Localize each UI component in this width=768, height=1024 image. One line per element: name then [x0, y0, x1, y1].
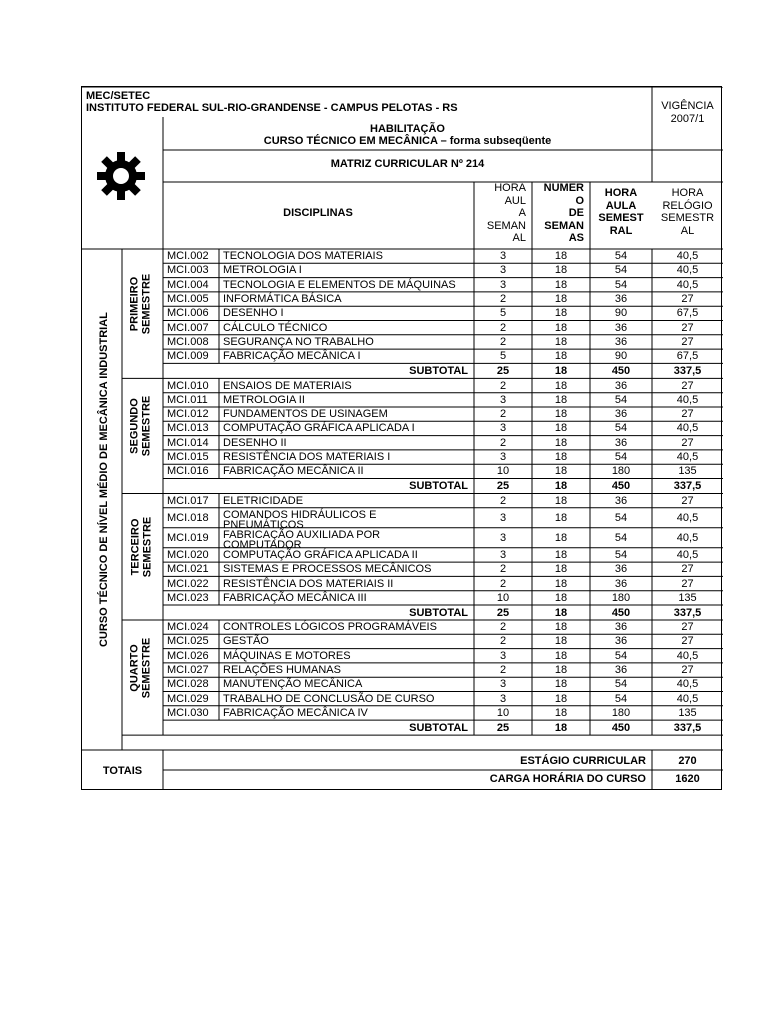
carga-horaria-label: CARGA HORÁRIA DO CURSO [489, 773, 646, 785]
hora-aula-semestral-value: 36 [614, 436, 628, 449]
hora-relogio-value: 27 [681, 621, 694, 634]
subtotal-label: SUBTOTAL [409, 721, 468, 734]
course-code: MCI.029 [167, 692, 209, 705]
discipline-name: FABRICAÇÃO AUXILIADA POR [223, 528, 381, 541]
hora-aula-semanal-value: 2 [499, 436, 507, 449]
hdr-ns-line: O [575, 194, 584, 207]
hora-relogio-value: 40,5 [676, 548, 699, 561]
numero-semanas-value: 18 [554, 577, 568, 590]
hora-aula-semanal-value: 5 [499, 307, 507, 320]
numero-semanas-value: 18 [554, 379, 568, 392]
hora-relogio-value: 67,5 [676, 307, 699, 320]
hora-aula-semestral-value: 54 [614, 692, 628, 705]
hora-relogio-value: 27 [681, 408, 694, 421]
semester-label-line: SEMESTRE [141, 516, 153, 578]
hora-aula-semanal-value: 2 [499, 379, 507, 392]
hora-aula-semestral-value: 180 [611, 465, 631, 478]
hora-aula-semanal-value: 2 [499, 563, 507, 576]
numero-semanas-value: 18 [554, 307, 568, 320]
subtotal-label: SUBTOTAL [409, 606, 468, 619]
hdr-hr-line: AL [680, 224, 695, 237]
hora-aula-semestral-value: 36 [614, 577, 628, 590]
hdr-ns-line: DE [568, 207, 584, 219]
subtotal-hora-aula-semanal: 25 [496, 480, 510, 492]
hora-aula-semestral-value: 36 [614, 408, 628, 421]
hora-aula-semanal-value: 3 [499, 531, 507, 544]
subtotal-hora-relogio: 337,5 [673, 364, 702, 377]
hora-aula-semestral-value: 36 [614, 379, 628, 392]
numero-semanas-value: 18 [554, 692, 568, 705]
hora-aula-semestral-value: 36 [614, 321, 628, 334]
numero-semanas-value: 18 [554, 548, 568, 561]
org-name: MEC/SETEC [86, 90, 151, 102]
hora-aula-semanal-value: 2 [499, 494, 507, 507]
discipline-name: FABRICAÇÃO MECÂNICA II [223, 465, 364, 478]
hora-aula-semestral-value: 54 [614, 278, 628, 291]
totals-label: TOTAIS [102, 765, 143, 777]
course-code: MCI.025 [167, 635, 209, 648]
numero-semanas-value: 18 [554, 350, 568, 363]
hora-relogio-value: 27 [681, 577, 694, 590]
vigencia-value: 2007/1 [670, 113, 705, 125]
discipline-name: DESENHO I [223, 307, 284, 320]
hora-aula-semanal-value: 3 [499, 393, 507, 406]
subtotal-numero-semanas: 18 [554, 721, 568, 734]
discipline-name: MANUTENÇÃO MECÂNICA [223, 678, 363, 691]
hora-aula-semestral-value: 54 [614, 678, 628, 691]
hora-aula-semanal-value: 10 [496, 591, 510, 604]
hora-aula-semestral-value: 54 [614, 548, 628, 561]
hora-aula-semestral-value: 36 [614, 494, 628, 507]
carga-horaria-value: 1620 [675, 773, 700, 785]
numero-semanas-value: 18 [554, 408, 568, 421]
numero-semanas-value: 18 [554, 635, 568, 648]
numero-semanas-value: 18 [554, 264, 568, 277]
hora-aula-semanal-value: 3 [499, 278, 507, 291]
semester-label-line: PRIMEIRO [129, 276, 142, 331]
discipline-name: COMANDOS HIDRÁULICOS E [223, 508, 377, 521]
numero-semanas-value: 18 [554, 393, 568, 406]
hora-aula-semestral-value: 36 [614, 635, 628, 648]
course-code: MCI.014 [167, 436, 209, 449]
hdr-hr-line: RELÓGIO [662, 199, 713, 212]
course-code: MCI.020 [167, 548, 209, 561]
course-code: MCI.030 [167, 706, 209, 719]
numero-semanas-value: 18 [554, 250, 568, 263]
numero-semanas-value: 18 [554, 531, 568, 544]
course-code: MCI.016 [167, 465, 209, 478]
discipline-name: ELETRICIDADE [223, 494, 304, 507]
course-code: MCI.018 [167, 511, 209, 524]
discipline-name-cont: PNEUMÁTICOS [223, 518, 304, 531]
estagio-label: ESTÁGIO CURRICULAR [520, 755, 646, 767]
hora-aula-semestral-value: 36 [614, 335, 628, 348]
hora-aula-semanal-value: 2 [499, 664, 507, 677]
numero-semanas-value: 18 [554, 563, 568, 576]
hdr-has-line: A [518, 207, 526, 219]
semester-label-line: QUARTO [128, 643, 141, 692]
semester-label [129, 613, 155, 722]
numero-semanas-value: 18 [554, 494, 568, 507]
course-code: MCI.027 [167, 664, 209, 677]
discipline-name: CONTROLES LÓGICOS PROGRAMÁVEIS [223, 621, 437, 634]
semester-label-line: SEGUNDO [128, 398, 141, 454]
hora-aula-semestral-value: 36 [614, 664, 628, 677]
numero-semanas-value: 18 [554, 706, 568, 719]
course-code: MCI.007 [167, 321, 209, 334]
hora-aula-semanal-value: 3 [499, 250, 507, 263]
hora-relogio-value: 40,5 [676, 511, 699, 524]
hora-aula-semestral-value: 54 [614, 393, 628, 406]
discipline-name: RESISTÊNCIA DOS MATERIAIS II [223, 577, 394, 590]
discipline-name: FABRICAÇÃO MECÂNICA III [223, 591, 367, 604]
habilitacao-label: HABILITAÇÃO [370, 123, 445, 135]
course-code: MCI.024 [167, 621, 209, 634]
estagio-value: 270 [678, 755, 697, 767]
hora-relogio-value: 40,5 [676, 278, 699, 291]
subtotal-hora-aula-semanal: 25 [496, 364, 510, 377]
hdr-hss-line: HORA [604, 187, 638, 199]
semester-label-line: TERCEIRO [129, 518, 141, 576]
course-title-form: – forma subseqüente [437, 135, 552, 147]
hora-aula-semanal-value: 10 [496, 706, 510, 719]
hora-relogio-value: 27 [681, 335, 694, 348]
discipline-name: METROLOGIA I [223, 264, 302, 277]
hdr-hr-line: SEMESTR [660, 212, 715, 224]
course-code: MCI.012 [167, 408, 209, 421]
hora-aula-semestral-value: 180 [611, 706, 631, 719]
course-code: MCI.003 [167, 264, 209, 277]
hora-aula-semanal-value: 2 [499, 635, 507, 648]
hora-relogio-value: 27 [681, 635, 694, 648]
vigencia-label: VIGÊNCIA [661, 100, 714, 112]
hora-aula-semestral-value: 90 [614, 350, 628, 363]
subtotal-numero-semanas: 18 [554, 364, 568, 377]
curriculum-matrix-document [81, 86, 722, 790]
hora-aula-semanal-value: 3 [499, 548, 507, 561]
subtotal-hora-aula-semestral: 450 [611, 721, 631, 734]
course-code: MCI.021 [167, 563, 209, 576]
numero-semanas-value: 18 [554, 451, 568, 464]
discipline-name: RELAÇÕES HUMANAS [223, 664, 341, 677]
subtotal-hora-relogio: 337,5 [673, 480, 702, 492]
hora-relogio-value: 40,5 [676, 531, 699, 544]
course-code: MCI.015 [167, 451, 209, 464]
discipline-name: DESENHO II [223, 436, 287, 449]
hora-relogio-value: 135 [678, 465, 697, 478]
institute-name: INSTITUTO FEDERAL SUL-RIO-GRANDENSE - CAMPUS PELOTAS - RS [86, 102, 458, 114]
course-code: MCI.011 [167, 393, 208, 406]
discipline-name: TECNOLOGIA DOS MATERIAIS [223, 250, 383, 263]
hora-aula-semestral-value: 36 [614, 563, 628, 576]
numero-semanas-value: 18 [554, 678, 568, 691]
hora-relogio-value: 27 [681, 379, 694, 392]
subtotal-numero-semanas: 18 [554, 606, 568, 619]
discipline-name: COMPUTAÇÃO GRÁFICA APLICADA II [223, 548, 418, 561]
hdr-hss-line: RAL [609, 224, 633, 237]
subtotal-label: SUBTOTAL [409, 364, 468, 377]
hora-relogio-value: 40,5 [676, 422, 699, 435]
subtotal-hora-relogio: 337,5 [673, 606, 702, 619]
discipline-name: TRABALHO DE CONCLUSÃO DE CURSO [223, 692, 435, 705]
subtotal-label: SUBTOTAL [409, 480, 468, 492]
hora-aula-semestral-value: 54 [614, 531, 628, 544]
hdr-has-line: AUL [504, 194, 526, 207]
hora-relogio-value: 40,5 [676, 451, 699, 464]
discipline-name: METROLOGIA II [223, 393, 305, 406]
hora-aula-semestral-value: 54 [614, 264, 628, 277]
hora-relogio-value: 27 [681, 436, 694, 449]
hora-relogio-value: 40,5 [676, 692, 699, 705]
hora-aula-semestral-value: 36 [614, 293, 628, 306]
hora-aula-semanal-value: 3 [499, 692, 507, 705]
hora-relogio-value: 67,5 [676, 350, 699, 363]
hdr-has-line: AL [512, 232, 526, 244]
hora-relogio-value: 27 [681, 494, 694, 507]
semester-label [129, 242, 155, 365]
hdr-has-line: HORA [494, 182, 526, 194]
discipline-name: GESTÃO [223, 635, 269, 648]
discipline-name: SEGURANÇA NO TRABALHO [223, 335, 374, 348]
numero-semanas-value: 18 [554, 422, 568, 435]
hora-aula-semanal-value: 2 [499, 293, 507, 306]
hora-aula-semanal-value: 3 [499, 451, 507, 464]
subtotal-hora-aula-semestral: 450 [611, 480, 631, 492]
discipline-name: FUNDAMENTOS DE USINAGEM [223, 408, 388, 421]
semester-label-line: SEMESTRE [140, 395, 153, 457]
hora-aula-semestral-value: 90 [614, 307, 628, 320]
gear-icon [95, 150, 147, 202]
discipline-name: CÁLCULO TÉCNICO [223, 321, 328, 334]
hdr-hss-line: SEMEST [598, 212, 644, 224]
hora-aula-semestral-value: 36 [614, 621, 628, 634]
discipline-name: FABRICAÇÃO MECÂNICA IV [223, 706, 368, 719]
hora-relogio-value: 27 [681, 293, 694, 306]
numero-semanas-value: 18 [554, 293, 568, 306]
numero-semanas-value: 18 [554, 278, 568, 291]
course-code: MCI.013 [167, 422, 209, 435]
course-code: MCI.010 [167, 379, 209, 392]
hora-aula-semanal-value: 3 [499, 264, 507, 277]
hdr-ns-line: NUMER [543, 182, 584, 194]
numero-semanas-value: 18 [554, 465, 568, 478]
subtotal-numero-semanas: 18 [554, 480, 568, 492]
hora-aula-semestral-value: 54 [614, 451, 628, 464]
numero-semanas-value: 18 [554, 335, 568, 348]
hora-aula-semestral-value: 180 [611, 591, 631, 604]
hora-aula-semanal-value: 2 [499, 408, 507, 421]
hora-aula-semanal-value: 3 [499, 422, 507, 435]
subtotal-hora-relogio: 337,5 [673, 721, 702, 734]
hora-aula-semanal-value: 5 [499, 350, 507, 363]
hora-relogio-value: 27 [681, 664, 694, 677]
discipline-name: ENSAIOS DE MATERIAIS [223, 379, 352, 392]
hora-relogio-value: 40,5 [676, 649, 699, 662]
subtotal-hora-aula-semanal: 25 [496, 606, 510, 619]
course-code: MCI.005 [167, 293, 209, 306]
column-header-disciplinas: DISCIPLINAS [283, 207, 353, 219]
hdr-ns-line: AS [568, 232, 584, 244]
course-vertical-label: CURSO TÉCNICO DE NÍVEL MÉDIO DE MECÂNICA INDUSTRIAL [98, 312, 110, 647]
course-code: MCI.022 [167, 577, 209, 590]
numero-semanas-value: 18 [554, 621, 568, 634]
hora-aula-semanal-value: 2 [499, 335, 507, 348]
hora-relogio-value: 40,5 [676, 250, 699, 263]
course-code: MCI.019 [167, 531, 209, 544]
hora-aula-semestral-value: 54 [614, 250, 628, 263]
course-code: MCI.026 [167, 649, 209, 662]
hora-aula-semanal-value: 3 [499, 678, 507, 691]
hora-aula-semanal-value: 2 [499, 577, 507, 590]
hora-relogio-value: 40,5 [676, 678, 699, 691]
course-code: MCI.004 [167, 278, 209, 291]
discipline-name: MÁQUINAS E MOTORES [223, 649, 351, 662]
numero-semanas-value: 18 [554, 664, 568, 677]
discipline-name: FABRICAÇÃO MECÂNICA I [223, 350, 361, 363]
hdr-ns-line: SEMAN [544, 219, 584, 232]
numero-semanas-value: 18 [554, 436, 568, 449]
hora-aula-semestral-value: 54 [614, 422, 628, 435]
discipline-name: SISTEMAS E PROCESSOS MECÂNICOS [223, 563, 432, 576]
semester-label-line: SEMESTRE [141, 273, 154, 334]
hora-aula-semanal-value: 3 [499, 649, 507, 662]
course-code: MCI.002 [167, 250, 209, 263]
subtotal-hora-aula-semestral: 450 [611, 606, 631, 619]
matrix-number: MATRIZ CURRICULAR Nº 214 [330, 158, 485, 170]
discipline-name: TECNOLOGIA E ELEMENTOS DE MÁQUINAS [223, 278, 456, 291]
hora-aula-semanal-value: 2 [499, 621, 507, 634]
course-title-name: CURSO TÉCNICO EM MECÂNICA [263, 135, 438, 147]
subtotal-hora-aula-semanal: 25 [496, 721, 510, 734]
numero-semanas-value: 18 [554, 649, 568, 662]
hora-relogio-value: 135 [678, 591, 697, 604]
numero-semanas-value: 18 [554, 511, 568, 524]
discipline-name: RESISTÊNCIA DOS MATERIAIS I [223, 451, 391, 464]
semester-label [129, 487, 155, 608]
hdr-hr-line: HORA [671, 187, 704, 199]
discipline-name-cont: COMPUTADOR [223, 538, 302, 551]
discipline-name: COMPUTAÇÃO GRÁFICA APLICADA I [223, 422, 415, 435]
course-title [163, 135, 652, 147]
discipline-name: INFORMÁTICA BÁSICA [223, 293, 342, 306]
hora-relogio-value: 135 [678, 706, 697, 719]
course-code: MCI.017 [167, 494, 209, 507]
subtotal-hora-aula-semestral: 450 [611, 364, 631, 377]
course-code: MCI.023 [167, 591, 209, 604]
semester-label [129, 371, 155, 480]
course-code: MCI.006 [167, 307, 209, 320]
hora-relogio-value: 40,5 [676, 393, 699, 406]
semester-label-line: SEMESTRE [140, 637, 153, 698]
hora-aula-semanal-value: 10 [496, 465, 510, 478]
hdr-has-line: SEMAN [486, 219, 526, 232]
hora-aula-semestral-value: 54 [614, 511, 628, 524]
course-code: MCI.009 [167, 350, 209, 363]
hora-relogio-value: 40,5 [676, 264, 699, 277]
numero-semanas-value: 18 [554, 321, 568, 334]
course-code: MCI.008 [167, 335, 209, 348]
hora-aula-semanal-value: 2 [499, 321, 507, 334]
numero-semanas-value: 18 [554, 591, 568, 604]
hora-aula-semanal-value: 3 [499, 511, 507, 524]
hora-relogio-value: 27 [681, 563, 694, 576]
hdr-hss-line: AULA [605, 199, 637, 212]
course-code: MCI.028 [167, 678, 209, 691]
hora-aula-semestral-value: 54 [614, 649, 628, 662]
hora-relogio-value: 27 [681, 321, 694, 334]
